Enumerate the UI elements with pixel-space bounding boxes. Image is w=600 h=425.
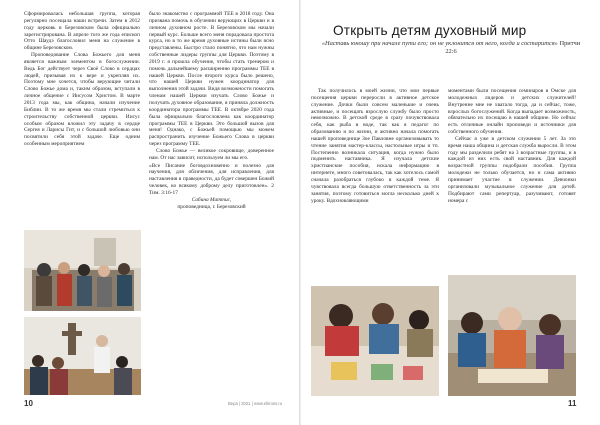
epigraph-text: «Наставь юношу при начале пути его; он не уклонится от него, когда и состарится» [321, 40, 558, 47]
left-column-2 [149, 11, 274, 210]
photo-children-crafts [311, 286, 439, 396]
paragraph: было знакомство с программой ТЕЕ в 2018 году. Она призвана помочь в обучении верующих в Церкви и в личном духовном росте. В Березовском мы начали первый курс. Больше всего меня порадовала простота курса, но в то же время духовные истины были ясно представлены. Быстро стало понятно, что нам нужны собственные лидеры группы для Церкви. Поэтому в 2019 г. я прошла обучение, чтобы стать тренером и помочь дальнейшему расширению программы ТЕЕ в нашей Церкви. После второго курса было решено, что нашей Церкви нужен координатор для выполнения этой задачи. Видя возможности помогать членам нашей Церкви изучать Слово Божье и получать духовное образование, я приняла должность координатора программы ТЕЕ. В октябре 2020 года была официально благословлена как координатор программы ТЕЕ в Церкви. Это большой вызов для меня! Однако, с Божьей помощью мы можем распространить изучение Божьего Слова в церкви через программу ТЕЕ. [149, 11, 274, 148]
paragraph: Сейчас я уже в детском служении 5 лет. За это время наша община и детская служба выросли. В этом году мы разделили ребят на 3 возрастные группы, и в каждой из них есть свой наставник. Для каждой возрастной группы подобрали пособия. Группа молодежи не только обучается, но и сама активно принимает участие в служении. Девчонки организовали музыкальное служение для детей. Подбирают сами репертуар, разучивают, готовят номера с [448, 135, 576, 204]
article-title: Открыть детям духовный мир [333, 23, 527, 38]
page-fold [299, 0, 301, 425]
paragraph: Проповедование Слова Божьего для меня является важным элементом в богослужении. Ведь Бог действует через Своё Слово в сердцах людей, призывая их к вере и укрепляя их. Поэтому мне хочется, чтобы верующие читали Слово Божье дома и, таким образом, вступали в личное общение с Иисусом Христом. В марте 2013 года мы, как община, начали изучение Библии. В то же время мы стали стремиться к строительству собственной церкви. Иисус особым образом вложил эту задачу в сердце Сергея и Ларисы Гит, и с большой любовью они посвятили себя этой задаче. Еще одним особенным мероприятием [24, 52, 140, 148]
author-role: проповедница, г. Березовский [177, 203, 246, 210]
page-footer: Вера | 2021 | www.elkruss.ru [228, 401, 283, 406]
photo-church-meeting [24, 230, 141, 311]
left-column-1 [24, 11, 140, 148]
author-name: Сабина Маттис, [191, 196, 232, 203]
epigraph-reference: Притчи 22:6 [445, 40, 581, 55]
right-column-1 [311, 88, 439, 204]
paragraph: Так получилось в моей жизни, что мои первые посещения церкви переросли в активное детское служение. Дочки были совсем маленькие и очень активные, и посещать взрослую службу было просто невозможно. В детской среде в сразу почувствовала себя, как рыба в воде, так как я педагог по образованию и по жизни, и активно начала помогать нашей проповеднице Зое Павловне организовывать то чтение занятия мастер-классы, настольные игры и тп. Постепенно возникала ситуация, когда нужно было подменить наставника. Я изучала детские христианские пособия, искала информацию в интернете, много советовалась, так как хотелось самой сначала разобраться глубоко в каждой теме. Я чувствовала всегда большую ответственность за эти занятия, поэтому готовиться могла несколько дней к уроку. Вдохновляющими [311, 88, 439, 204]
paragraph: Сформировалась небольшая группа, которая регулярно посещала наши встречи. Затем в 2012 году церковь в Березовском была официально зарегистрирована. В апреле того же года епископ Отто Шаудэ благословил меня на служение в общине Березовском. [24, 11, 140, 52]
right-column-2 [448, 88, 576, 204]
page-number-right: 11 [568, 399, 577, 408]
page-number-left: 10 [24, 399, 33, 408]
epigraph [320, 40, 582, 56]
paragraph: моментами были посещения семинаров в Омске для молодежных лидеров и детских служителей! Внутренне мне не хватало тогда, да и сейчас, тоже, взрослых богослужений. Когда выпадает возможность, обязательно их посещаю в нашей общине. Но сейчас есть отличные онлайн проповеди и источники для собственного обучения. [448, 88, 576, 136]
bible-quote: «Все Писание боговдохновенно и полезно для научения, для обличения, для исправления, для наставления в праведности, да будет совершен Божий человек, ко всякому доброму делу приготовлен». 2 Тим. 3:16-17 [149, 162, 274, 196]
photo-church-service [24, 317, 141, 395]
photo-children-class [448, 275, 576, 396]
paragraph: Слово Божье — великое сокровище, доверенное нам. От нас зависит, используем ли мы его. [149, 147, 274, 161]
